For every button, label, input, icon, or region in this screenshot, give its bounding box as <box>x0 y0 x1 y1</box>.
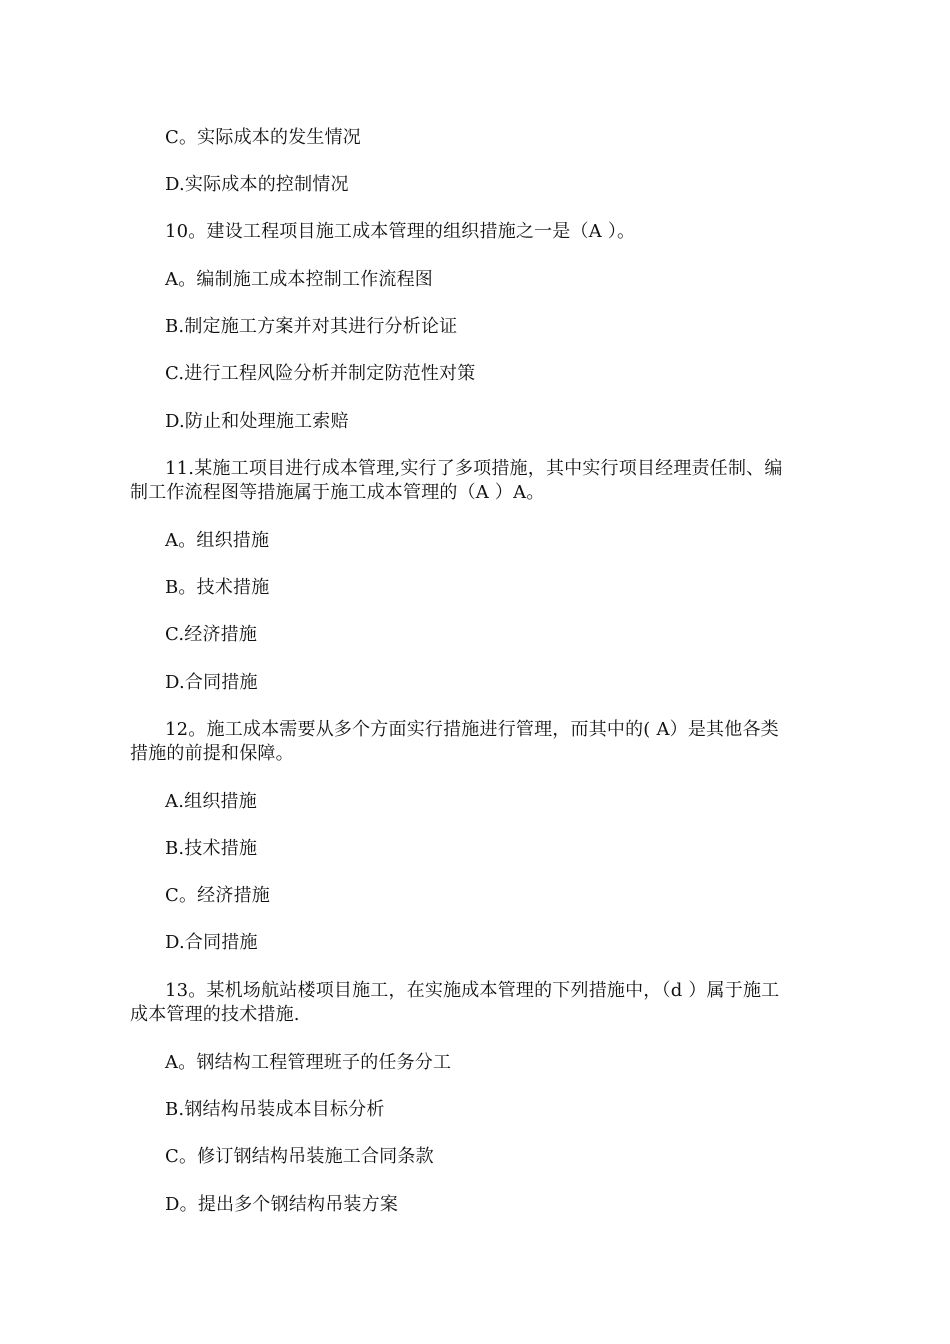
question-11-line-2: 制工作流程图等措施属于施工成本管理的（A ）A。 <box>130 482 545 503</box>
question-12-option-a: A.组织措施 <box>165 791 257 812</box>
option-d-actual-cost-control: D.实际成本的控制情况 <box>165 174 349 195</box>
option-c-actual-cost-occurrence: C。实际成本的发生情况 <box>165 127 361 148</box>
question-11-option-d: D.合同措施 <box>165 672 258 693</box>
question-11-option-c: C.经济措施 <box>165 624 258 645</box>
question-13-option-c: C。修订钢结构吊装施工合同条款 <box>165 1146 434 1167</box>
question-13-option-a: A。钢结构工程管理班子的任务分工 <box>165 1052 452 1073</box>
question-13 <box>130 979 820 1027</box>
question-12-option-d: D.合同措施 <box>165 932 258 953</box>
question-13-option-b: B.钢结构吊装成本目标分析 <box>165 1099 385 1120</box>
question-10: 10。建设工程项目施工成本管理的组织措施之一是（A ）。 <box>165 221 636 242</box>
question-12-option-b: B.技术措施 <box>165 838 258 859</box>
question-11-option-b: B。技术措施 <box>165 577 270 598</box>
question-13-line-1: 13。某机场航站楼项目施工，在实施成本管理的下列措施中，（d ）属于施工 <box>165 980 780 1001</box>
question-10-option-a: A。编制施工成本控制工作流程图 <box>165 269 433 290</box>
question-11-line-1: 11.某施工项目进行成本管理,实行了多项措施，其中实行项目经理责任制、编 <box>165 458 783 479</box>
question-13-line-2: 成本管理的技术措施. <box>130 1004 300 1025</box>
question-12-line-1: 12。施工成本需要从多个方面实行措施进行管理，而其中的( A）是其他各类 <box>165 719 779 740</box>
question-12-line-2: 措施的前提和保障。 <box>130 743 294 764</box>
question-10-option-d: D.防止和处理施工索赔 <box>165 411 349 432</box>
question-11-option-a: A。组织措施 <box>165 530 270 551</box>
question-11 <box>130 457 820 505</box>
question-13-option-d: D。提出多个钢结构吊装方案 <box>165 1194 399 1215</box>
question-12-option-c: C。经济措施 <box>165 885 270 906</box>
question-10-option-c: C.进行工程风险分析并制定防范性对策 <box>165 363 476 384</box>
question-12 <box>130 718 820 766</box>
question-10-option-b: B.制定施工方案并对其进行分析论证 <box>165 316 458 337</box>
